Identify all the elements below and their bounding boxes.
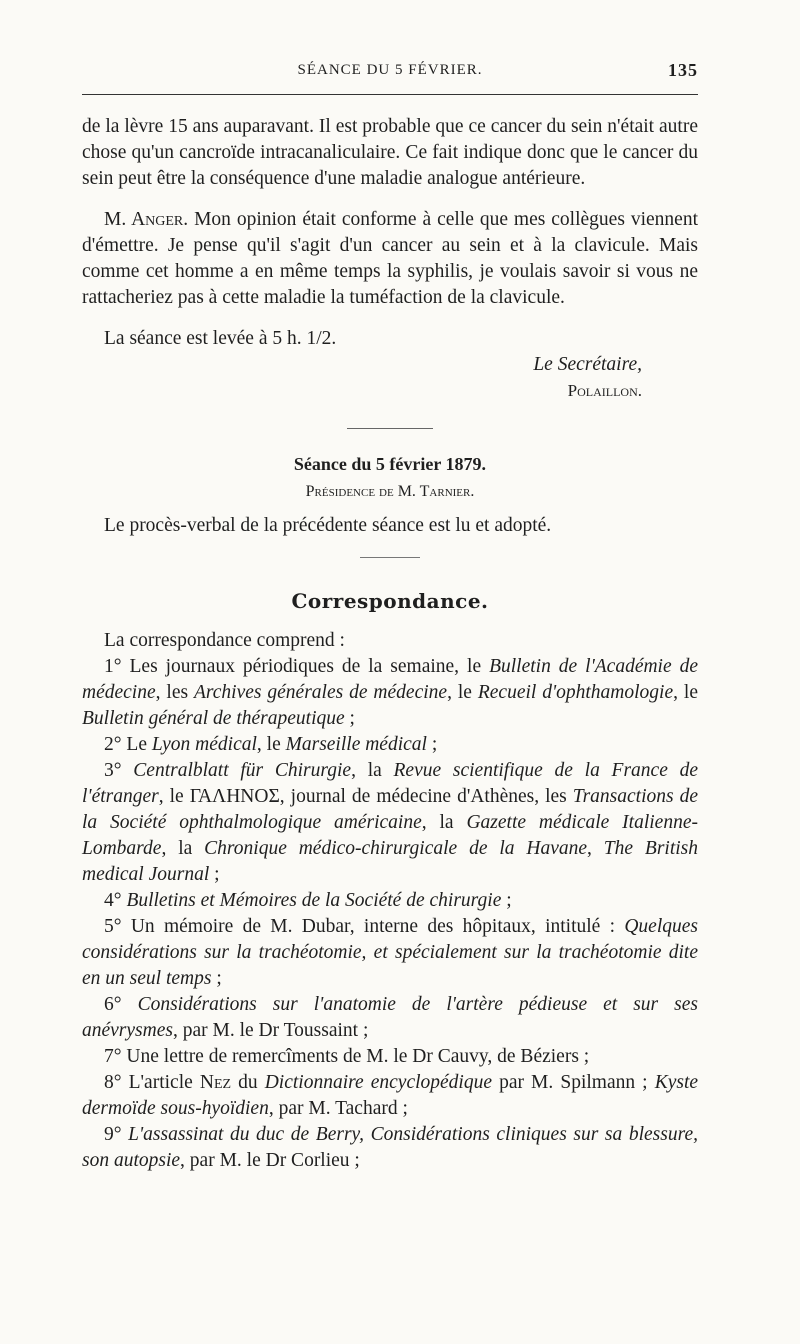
page-number: 135 — [668, 60, 698, 80]
list-item: 1° Les journaux périodiques de la semaine, le Bulletin de l'Académie de médecine, les Archives générales de médecine, le Recueil d'ophthamologie, le Bulletin général de thérapeutique ; — [82, 656, 699, 729]
list-item: 6° Considérations sur l'anatomie de l'artère pédieuse et sur ses anévrysmes, par M. le Dr Toussaint ; — [82, 994, 698, 1041]
paragraph-continuation: de la lèvre 15 ans auparavant. Il est probable que ce cancer du sein n'était autre chose qu'un cancroïde intracanaliculaire. Ce fait indique donc que le cancer du sein peut être la conséquence d'une maladie analogue antérieure. — [82, 116, 698, 189]
minutes-adopted: Le procès-verbal de la précédente séance est lu et adopté. — [104, 515, 552, 536]
session-presidency: Présidence de M. Tarnier. — [305, 483, 475, 500]
list-item: 3° Centralblatt für Chirurgie, la Revue scientifique de la France de l'étranger, le ΓΑΛΗΝΟΣ, journal de médecine d'Athènes, les Transactions de la Société ophthalmologique américaine, la Gazette médicale Italienne-Lombarde, la Chronique médico-chirurgicale de la Havane, The British medical Journal ; — [82, 760, 699, 885]
secretary-name: Polaillon. — [567, 381, 642, 400]
list-item: 8° L'article Nez du Dictionnaire encyclopédique par M. Spilmann ; Kyste dermoïde sous-hyoïdien, par M. Tachard ; — [82, 1072, 699, 1119]
speaker-text: Mon opinion était conforme à celle que mes collègues viennent d'émettre. Je pense qu'il s'agit d'un cancer au sein et à la clavicule. Mais comme cet homme a en même temps la syphilis, je voulais savoir si vous ne rattacheriez pas à cette maladie la tuméfaction de la clavicule. — [82, 209, 698, 308]
list-item: 2° Le Lyon médical, le Marseille médical ; — [104, 734, 438, 755]
list-item: 4° Bulletins et Mémoires de la Société de chirurgie ; — [104, 890, 512, 911]
running-header — [82, 60, 698, 84]
separator-rule — [347, 428, 433, 429]
separator-rule-short — [360, 557, 420, 558]
secretary-role: Le Secrétaire, — [533, 354, 642, 375]
list-item: 7° Une lettre de remercîments de M. le Dr Cauvy, de Béziers ; — [104, 1046, 590, 1067]
correspondence-intro: La correspondance comprend : — [104, 630, 345, 651]
speaker-name: M. Anger. — [104, 209, 189, 230]
list-item: 5° Un mémoire de M. Dubar, interne des hôpitaux, intitulé : Quelques considérations sur la trachéotomie, et spécialement sur la trachéotomie dite en un seul temps ; — [82, 916, 698, 989]
header-rule — [82, 94, 698, 95]
list-item: 9° L'assassinat du duc de Berry, Considérations cliniques sur sa blessure, son autopsie, par M. le Dr Corlieu ; — [82, 1124, 698, 1171]
running-title: SÉANCE DU 5 FÉVRIER. — [297, 62, 483, 78]
session-closing: La séance est levée à 5 h. 1/2. — [104, 328, 337, 349]
paragraph-anger — [82, 207, 698, 311]
text-body — [82, 114, 698, 1174]
section-heading: Correspondance. — [291, 589, 489, 613]
session-title: Séance du 5 février 1879. — [293, 454, 487, 474]
